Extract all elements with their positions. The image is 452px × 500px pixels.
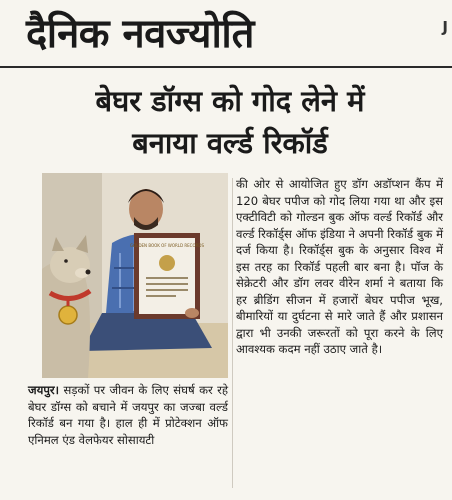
dog-eye xyxy=(64,259,68,263)
news-photo xyxy=(42,173,228,378)
article-headline xyxy=(30,80,430,164)
headline-line-2: बनाया वर्ल्ड रिकॉर्ड xyxy=(132,126,328,160)
certificate-line-4 xyxy=(146,295,176,297)
article-column-right xyxy=(236,176,443,358)
article-body-text: की ओर से आयोजित हुए डॉग अडॉप्शन कैंप में 120 बेघर पपीज को गोद लिया गया था और इस एक्टीविटी को गोल्डन बुक ऑफ वर्ल्ड रिकॉर्ड और वर्ल्ड रिकॉर्ड्स ऑफ इंडिया ने अपनी रिकॉर्ड बुक में दर्ज किया है। रिकॉर्ड्स बुक के अनुसार विश्व में इस तरह का रिकॉर्ड पहली बार बना है। पॉज के सेक्रेटरी और डॉग लवर वीरेन शर्मा ने बताया कि हर ब्रीडिंग सीजन में हजारों बेघर पपीज भूख, बीमारियों या दुर्घटना से मारे जाते हैं और प्रशासन द्वारा भी उनकी जरूरतों को पूरा करने के लिए आवश्यक कदम नहीं उठाए जाते है। xyxy=(236,177,443,356)
article-column-left xyxy=(28,382,228,449)
man-hand xyxy=(185,308,199,318)
article-lead-text: सड़कों पर जीवन के लिए संघर्ष कर रहे बेघर डॉग्स को बचाने में जयपुर का जज्बा वर्ल्ड रिकॉर्ड बन गया है। हाल ही में प्रोटेक्शन ऑफ एनिमल एंड वेलफेयर सोसायटी xyxy=(28,383,228,448)
masthead-corner-text: J xyxy=(442,18,448,36)
column-divider xyxy=(232,178,233,488)
certificate-heading: GOLDEN BOOK OF WORLD RECORDS xyxy=(129,243,205,248)
certificate-seal xyxy=(159,255,175,271)
newspaper-title: दैनिक नवज्योति xyxy=(26,11,254,57)
dog-medal xyxy=(59,306,77,324)
photo-illustration xyxy=(42,173,228,378)
dog-nose xyxy=(86,270,91,275)
masthead xyxy=(0,0,452,68)
article-dateline: जयपुर। xyxy=(28,383,60,397)
certificate-line-1 xyxy=(146,277,188,279)
headline-line-1: बेघर डॉग्स को गोद लेने में xyxy=(95,84,365,118)
certificate-paper xyxy=(139,238,195,314)
certificate-line-2 xyxy=(146,283,188,285)
certificate-line-3 xyxy=(146,289,188,291)
